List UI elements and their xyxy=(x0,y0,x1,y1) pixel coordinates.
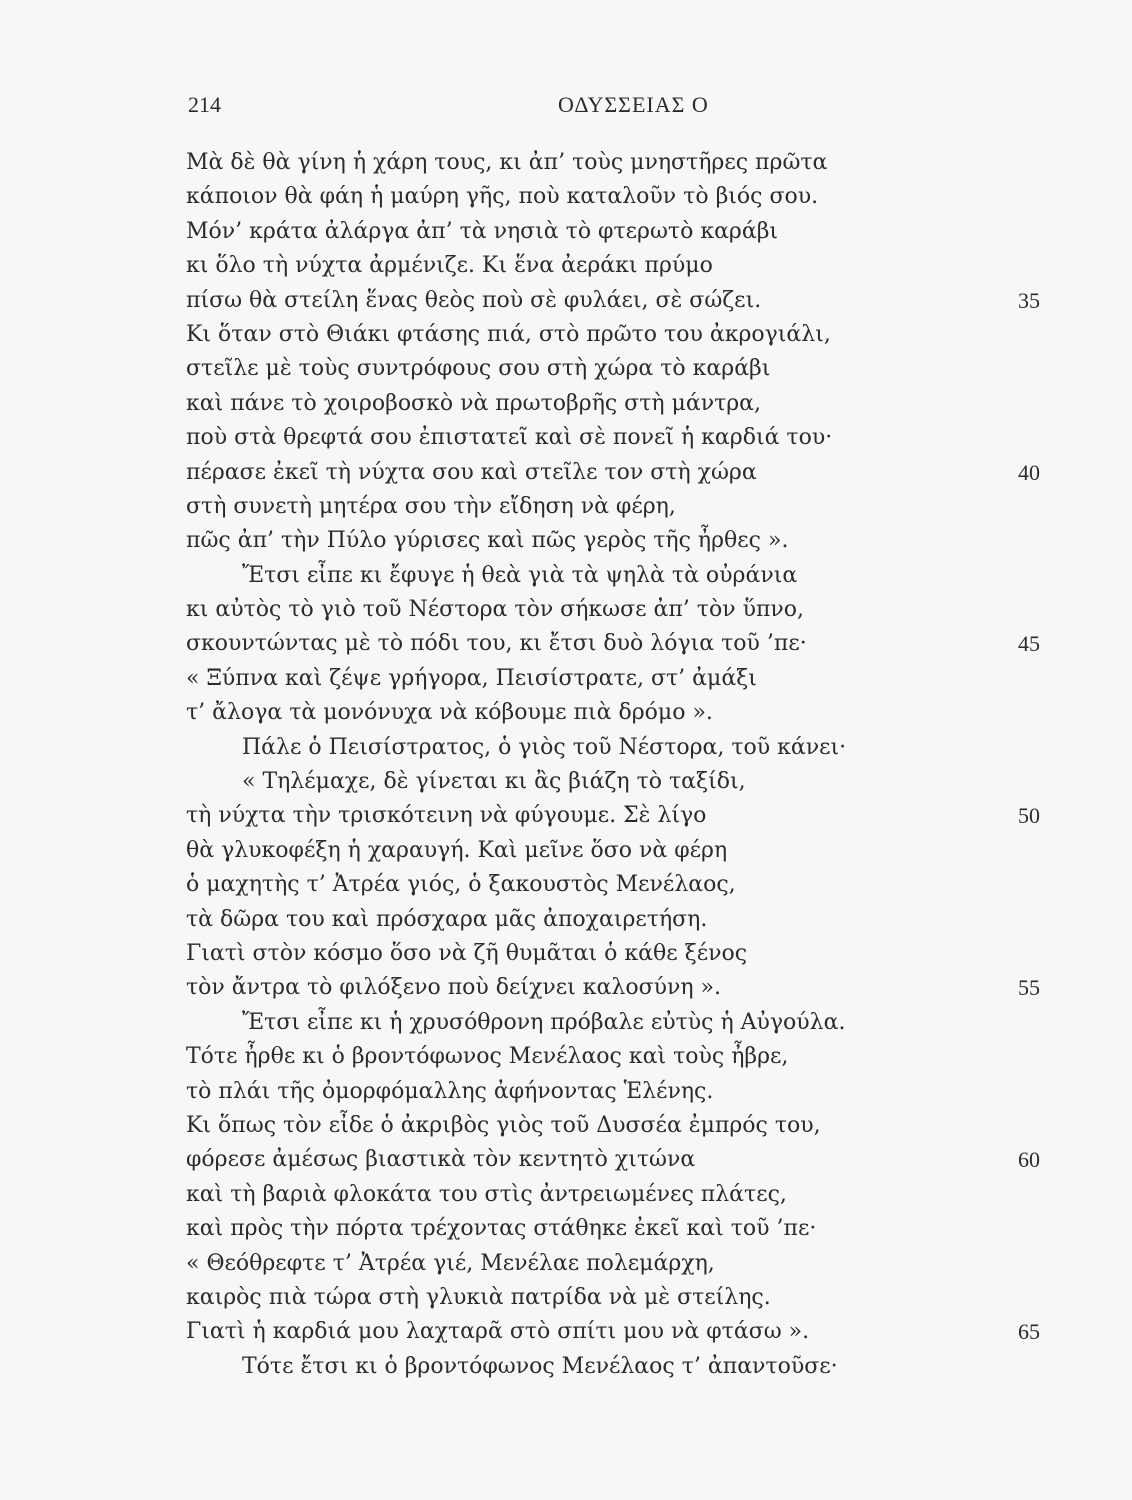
verse-text: κάποιον θὰ φάη ἡ μαύρη γῆς, ποὺ καταλοῦν τὸ βιός σου. xyxy=(186,184,819,210)
verse-text: Μὰ δὲ θὰ γίνη ἡ χάρη τους, κι ἀπ’ τοὺς μνηστῆρες πρῶτα xyxy=(186,150,828,175)
verse-text: καὶ τὴ βαριὰ φλοκάτα του στὶς ἀντρειωμένες πλάτες, xyxy=(186,1181,787,1207)
verse-text: κι ὅλο τὴ νύχτα ἀρμένιζε. Κι ἕνα ἀεράκι πρύμο xyxy=(186,253,713,279)
verse-line xyxy=(186,937,1040,971)
verse-line xyxy=(186,1075,1040,1109)
verse-text: Κι ὅπως τὸν εἶδε ὁ ἀκριβὸς γιὸς τοῦ Δυσσέα ἐμπρός του, xyxy=(186,1112,821,1138)
verse-number: 40 xyxy=(1018,459,1040,485)
verse-text: Τότε ἔτσι κι ὁ βροντόφωνος Μενέλαος τ’ ἀπαντοῦσε· xyxy=(242,1353,838,1379)
verse-text: Πάλε ὁ Πεισίστρατος, ὁ γιὸς τοῦ Νέστορα, τοῦ κάνει· xyxy=(242,734,847,760)
verse-line xyxy=(186,971,1040,1005)
verse-number: 50 xyxy=(1018,803,1040,829)
verse-line xyxy=(186,799,1040,833)
verse-line xyxy=(186,421,1040,455)
verse-number: 35 xyxy=(1018,287,1040,313)
verse-text: τ’ ἄλογα τὰ μονόνυχα νὰ κόβουμε πιὰ δρόμο ». xyxy=(186,700,713,726)
verse-line xyxy=(186,834,1040,868)
verse-number: 65 xyxy=(1018,1319,1040,1345)
page-number: 214 xyxy=(188,92,221,117)
running-head: ΟΔΥΣΣΕΙΑΣ Ο xyxy=(558,92,709,117)
verse-line xyxy=(186,1143,1040,1177)
verse-text: Μόν’ κράτα ἀλάργα ἀπ’ τὰ νησιὰ τὸ φτερωτὸ καράβι xyxy=(186,218,779,244)
verse-number: 55 xyxy=(1018,975,1040,1001)
verse-text: πέρασε ἐκεῖ τὴ νύχτα σου καὶ στεῖλε τον στὴ χώρα xyxy=(186,459,757,485)
verse-line xyxy=(186,146,1040,180)
verse-line xyxy=(186,1247,1040,1281)
verse-number: 45 xyxy=(1018,631,1040,657)
verse-line xyxy=(186,731,1040,765)
verse-line xyxy=(186,559,1040,593)
verse-line xyxy=(186,284,1040,318)
verse-text: τὴ νύχτα τὴν τρισκότεινη νὰ φύγουμε. Σὲ λίγο xyxy=(186,803,707,829)
verse-line xyxy=(186,387,1040,421)
verse-line xyxy=(186,662,1040,696)
verse-line xyxy=(186,1109,1040,1143)
verse-line xyxy=(186,215,1040,249)
verse-text: στὴ συνετὴ μητέρα σου τὴν εἴδηση νὰ φέρη, xyxy=(186,493,676,519)
verse-line xyxy=(186,1350,1040,1384)
verse-text: Γιατὶ ἡ καρδιά μου λαχταρᾶ στὸ σπίτι μου νὰ φτάσω ». xyxy=(186,1319,810,1345)
verse-text: πίσω θὰ στείλη ἕνας θεὸς ποὺ σὲ φυλάει, σὲ σώζει. xyxy=(186,287,762,313)
verse-list xyxy=(186,146,1040,1384)
verse-text: τὰ δῶρα του καὶ πρόσχαρα μᾶς ἀποχαιρετήση. xyxy=(186,906,708,932)
verse-text: σκουντώντας μὲ τὸ πόδι του, κι ἔτσι δυὸ λόγια τοῦ ’πε· xyxy=(186,631,807,657)
verse-line xyxy=(186,593,1040,627)
verse-text: καὶ πρὸς τὴν πόρτα τρέχοντας στάθηκε ἐκεῖ καὶ τοῦ ’πε· xyxy=(186,1216,817,1242)
verse-line xyxy=(186,1040,1040,1074)
verse-number: 60 xyxy=(1018,1147,1040,1173)
verse-text: Τότε ἦρθε κι ὁ βροντόφωνος Μενέλαος καὶ τοὺς ἦβρε, xyxy=(186,1044,789,1070)
verse-text: φόρεσε ἀμέσως βιαστικὰ τὸν κεντητὸ χιτώνα xyxy=(186,1147,696,1173)
verse-text: τὸν ἄντρα τὸ φιλόξενο ποὺ δείχνει καλοσύνη ». xyxy=(186,975,721,1001)
verse-text: ὁ μαχητὴς τ’ Ἀτρέα γιός, ὁ ξακουστὸς Μενέλαος, xyxy=(186,872,736,898)
verse-text: καὶ πάνε τὸ χοιροβοσκὸ νὰ πρωτοβρῆς στὴ μάντρα, xyxy=(186,390,762,416)
verse-text: « Τηλέμαχε, δὲ γίνεται κι ἂς βιάζη τὸ ταξίδι, xyxy=(242,769,746,795)
verse-line xyxy=(186,1281,1040,1315)
verse-text: Ἔτσι εἶπε κι ἡ χρυσόθρονη πρόβαλε εὐτὺς ἡ Αὐγούλα. xyxy=(242,1009,846,1035)
verse-text: Κι ὅταν στὸ Θιάκι φτάσης πιά, στὸ πρῶτο του ἀκρογιάλι, xyxy=(186,321,831,347)
verse-line xyxy=(186,765,1040,799)
verse-text: τὸ πλάι τῆς ὀμορφόμαλλης ἀφήνοντας Ἑλένης. xyxy=(186,1078,714,1104)
verse-line xyxy=(186,903,1040,937)
verse-line xyxy=(186,1178,1040,1212)
verse-text: Γιατὶ στὸν κόσμο ὅσο νὰ ζῆ θυμᾶται ὁ κάθε ξένος xyxy=(186,940,748,966)
verse-text: θὰ γλυκοφέξη ἡ χαραυγή. Καὶ μεῖνε ὅσο νὰ φέρη xyxy=(186,837,728,863)
verse-line xyxy=(186,352,1040,386)
verse-text: καιρὸς πιὰ τώρα στὴ γλυκιὰ πατρίδα νὰ μὲ στείλης. xyxy=(186,1284,771,1310)
verse-line xyxy=(186,1212,1040,1246)
verse-line xyxy=(186,696,1040,730)
verse-text: πῶς ἀπ’ τὴν Πύλο γύρισες καὶ πῶς γερὸς τῆς ἦρθες ». xyxy=(186,528,789,554)
verse-line xyxy=(186,627,1040,661)
verse-line xyxy=(186,1006,1040,1040)
verse-text: « Ξύπνα καὶ ζέψε γρήγορα, Πεισίστρατε, στ’ ἀμάξι xyxy=(186,665,757,691)
verse-text: Ἔτσι εἶπε κι ἔφυγε ἡ θεὰ γιὰ τὰ ψηλὰ τὰ οὐράνια xyxy=(242,562,798,588)
verse-line xyxy=(186,456,1040,490)
verse-text: ποὺ στὰ θρεφτά σου ἐπιστατεῖ καὶ σὲ πονεῖ ἡ καρδιά του· xyxy=(186,425,833,451)
verse-line xyxy=(186,868,1040,902)
verse-line xyxy=(186,1315,1040,1349)
page-header xyxy=(188,92,1040,122)
verse-line xyxy=(186,490,1040,524)
verse-line xyxy=(186,524,1040,558)
verse-line xyxy=(186,180,1040,214)
verse-text: « Θεόθρεφτε τ’ Ἀτρέα γιέ, Μενέλαε πολεμάρχη, xyxy=(186,1250,715,1276)
verse-text: κι αὐτὸς τὸ γιὸ τοῦ Νέστορα τὸν σήκωσε ἀπ’ τὸν ὕπνο, xyxy=(186,597,805,623)
verse-line xyxy=(186,249,1040,283)
verse-text: στεῖλε μὲ τοὺς συντρόφους σου στὴ χώρα τὸ καράβι xyxy=(186,356,771,382)
verse-line xyxy=(186,318,1040,352)
